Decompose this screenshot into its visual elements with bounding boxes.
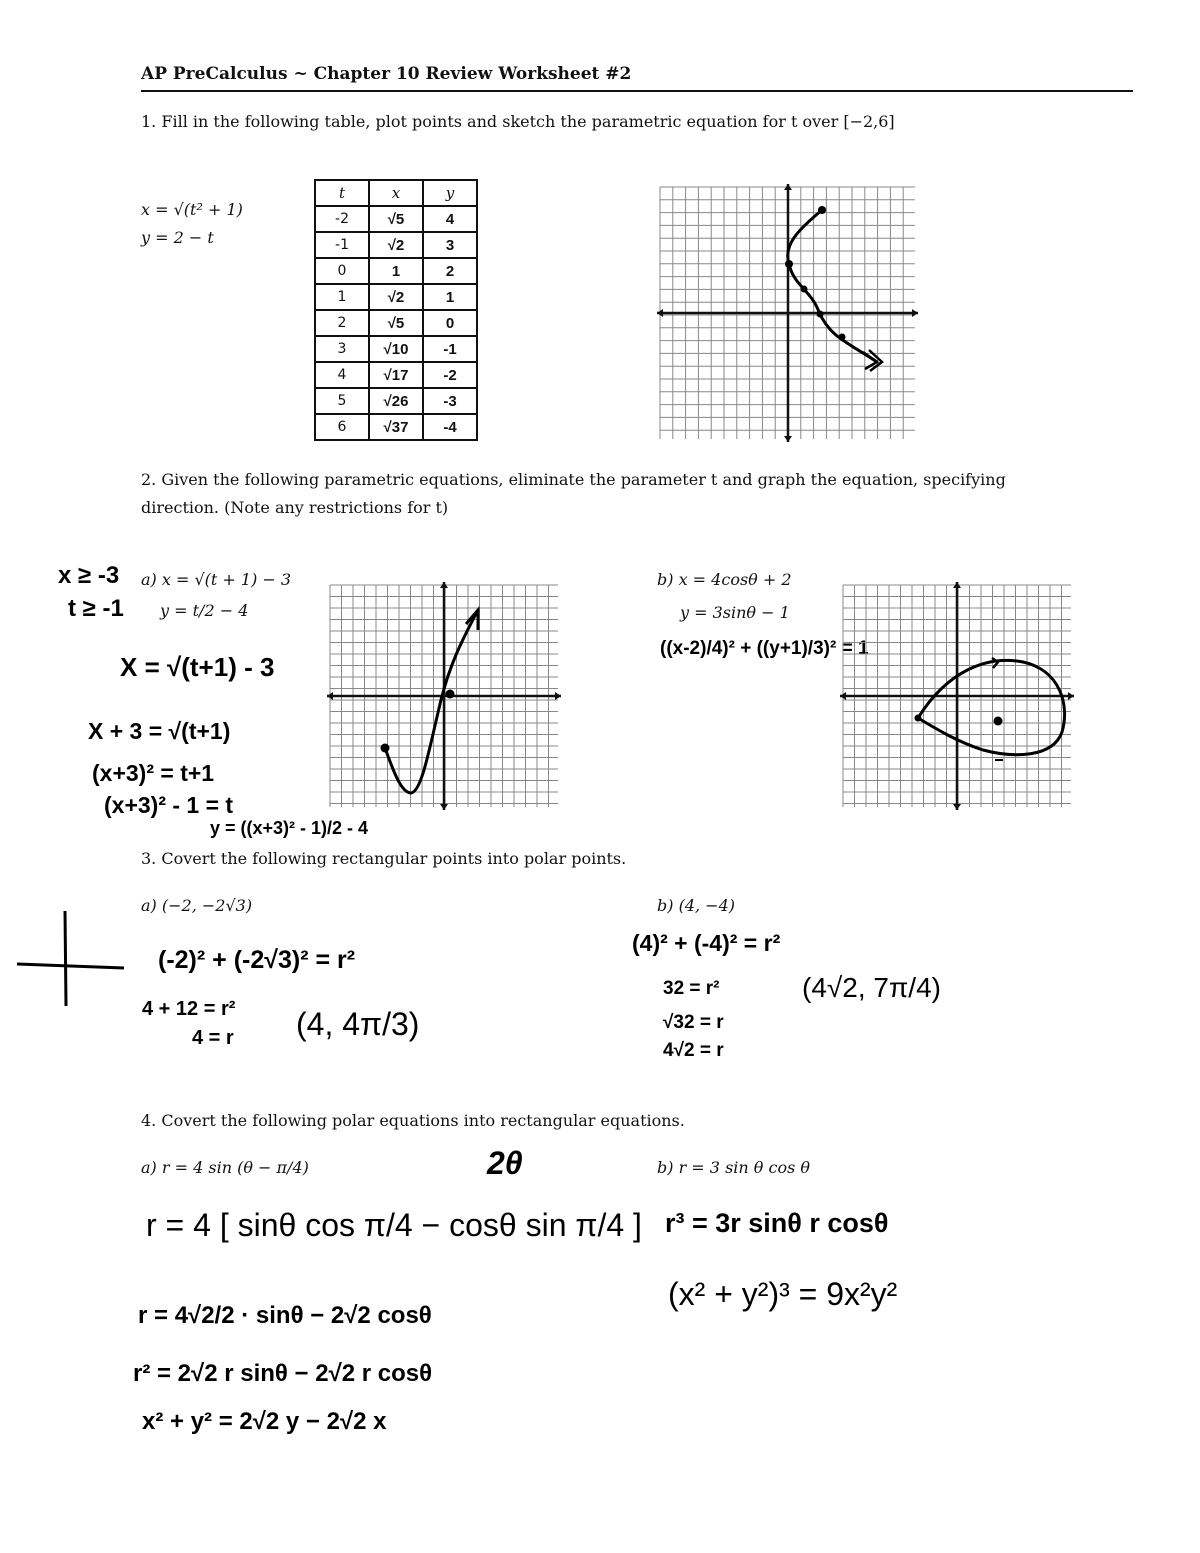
q2a-work-step: (x+3)² - 1 = t xyxy=(104,792,234,818)
table-cell-y: -3 xyxy=(423,388,477,414)
axis-arrow-icon xyxy=(784,436,792,442)
q4a-work-step: r = 4√2/2 · sinθ − 2√2 cosθ xyxy=(138,1302,432,1329)
q3a-work-step: (-2)² + (-2√3)² = r² xyxy=(158,946,356,974)
table-row xyxy=(315,362,477,388)
table-cell-x: 1 xyxy=(369,258,423,284)
q3a-sketch-axes xyxy=(12,906,132,1016)
q1-value-table xyxy=(314,179,478,441)
table-cell-x: √5 xyxy=(369,310,423,336)
q2a-graph xyxy=(325,580,563,812)
q3a-work-step: 4 = r xyxy=(192,1027,234,1049)
table-cell-t: -1 xyxy=(315,232,369,258)
q2b-ellipse xyxy=(918,660,1065,754)
q4a-work-step: x² + y² = 2√2 y − 2√2 x xyxy=(142,1408,387,1435)
q2b-work: ((x-2)/4)² + ((y+1)/3)² = 1 xyxy=(660,638,869,659)
q2b-point xyxy=(915,715,922,722)
table-header-y: y xyxy=(423,180,477,206)
q3b-label: b) (4, −4) xyxy=(657,896,735,915)
q1-point xyxy=(839,334,846,341)
q4a-note: 2θ xyxy=(487,1145,523,1181)
q2-prompt-line2: direction. (Note any restrictions for t) xyxy=(141,498,449,517)
table-cell-t: -2 xyxy=(315,206,369,232)
q2a-work-final: y = ((x+3)² - 1)/2 - 4 xyxy=(210,818,369,838)
q2a-point xyxy=(446,690,455,699)
table-cell-y: -2 xyxy=(423,362,477,388)
table-cell-y: 3 xyxy=(423,232,477,258)
q3b-answer: (4√2, 7π/4) xyxy=(802,972,941,1003)
table-cell-y: -1 xyxy=(423,336,477,362)
q1-prompt: 1. Fill in the following table, plot points and sketch the parametric equation for t over [−2,6] xyxy=(141,112,895,131)
table-cell-t: 5 xyxy=(315,388,369,414)
table-cell-x: √10 xyxy=(369,336,423,362)
table-cell-x: √37 xyxy=(369,414,423,440)
table-cell-t: 3 xyxy=(315,336,369,362)
table-cell-t: 0 xyxy=(315,258,369,284)
q1-point xyxy=(818,206,826,214)
table-header-t: t xyxy=(315,180,369,206)
table-cell-x: √2 xyxy=(369,232,423,258)
q2b-equation-y: y = 3sinθ − 1 xyxy=(680,603,790,622)
q4b-label: b) r = 3 sin θ cos θ xyxy=(657,1158,811,1177)
q3a-answer: (4, 4π/3) xyxy=(296,1006,420,1042)
axis-arrow-icon xyxy=(555,692,561,700)
table-header-x: x xyxy=(369,180,423,206)
q2b-equation-x: b) x = 4cosθ + 2 xyxy=(657,570,792,589)
q2a-equation-y: y = t/2 − 4 xyxy=(160,601,249,620)
table-row xyxy=(315,258,477,284)
q2a-work-step: X + 3 = √(t+1) xyxy=(88,718,231,744)
q2a-start-point xyxy=(381,744,390,753)
q1-equation-y: y = 2 − t xyxy=(141,228,214,247)
table-cell-x: √5 xyxy=(369,206,423,232)
page-title: AP PreCalculus ~ Chapter 10 Review Worksheet #2 xyxy=(141,64,632,84)
q1-equation-x: x = √(t² + 1) xyxy=(141,200,243,219)
table-cell-y: 2 xyxy=(423,258,477,284)
q4b-work-step: r³ = 3r sinθ r cosθ xyxy=(665,1208,889,1238)
axis-arrow-icon xyxy=(912,309,918,317)
table-cell-x: √26 xyxy=(369,388,423,414)
table-row xyxy=(315,284,477,310)
axis-arrow-icon xyxy=(1068,692,1074,700)
q1-graph xyxy=(655,182,920,444)
axis-arrow-icon xyxy=(440,804,448,810)
q3b-work-step: (4)² + (-4)² = r² xyxy=(632,930,781,956)
q3-prompt: 3. Covert the following rectangular points into polar points. xyxy=(141,849,627,868)
q3a-label: a) (−2, −2√3) xyxy=(141,896,253,915)
q2a-work-restriction-x: x ≥ -3 xyxy=(58,562,120,589)
q2a-equation-x: a) x = √(t + 1) − 3 xyxy=(141,570,292,589)
table-row xyxy=(315,388,477,414)
q3b-work-step: 4√2 = r xyxy=(663,1040,724,1061)
q4-prompt: 4. Covert the following polar equations into rectangular equations. xyxy=(141,1111,685,1130)
axis-arrow-icon xyxy=(953,804,961,810)
table-cell-y: -4 xyxy=(423,414,477,440)
q2b-graph xyxy=(838,580,1076,812)
q2a-work-step: X = √(t+1) - 3 xyxy=(120,652,275,682)
q3a-work-step: 4 + 12 = r² xyxy=(142,998,236,1020)
table-row xyxy=(315,206,477,232)
q1-point xyxy=(785,260,793,268)
table-row xyxy=(315,336,477,362)
q2-prompt-line1: 2. Given the following parametric equations, eliminate the parameter t and graph the equation, specifying xyxy=(141,470,1006,489)
table-cell-y: 0 xyxy=(423,310,477,336)
q4a-work-step: r = 4 [ sinθ cos π/4 − cosθ sin π/4 ] xyxy=(146,1207,642,1243)
table-row xyxy=(315,310,477,336)
table-cell-t: 2 xyxy=(315,310,369,336)
table-cell-t: 6 xyxy=(315,414,369,440)
title-rule xyxy=(141,90,1133,92)
q1-point xyxy=(801,286,808,293)
table-cell-x: √17 xyxy=(369,362,423,388)
table-cell-y: 4 xyxy=(423,206,477,232)
q4a-label: a) r = 4 sin (θ − π/4) xyxy=(141,1158,309,1177)
table-cell-t: 1 xyxy=(315,284,369,310)
q3b-work-step: √32 = r xyxy=(663,1012,724,1033)
q4b-work-step: (x² + y²)³ = 9x²y² xyxy=(668,1276,898,1312)
table-cell-t: 4 xyxy=(315,362,369,388)
q2b-center-point xyxy=(994,717,1003,726)
q4a-work-step: r² = 2√2 r sinθ − 2√2 r cosθ xyxy=(133,1360,433,1387)
table-row xyxy=(315,232,477,258)
q2a-work-step: (x+3)² = t+1 xyxy=(92,760,215,786)
table-cell-y: 1 xyxy=(423,284,477,310)
table-row xyxy=(315,414,477,440)
table-cell-x: √2 xyxy=(369,284,423,310)
q1-point xyxy=(817,311,824,318)
q2a-work-restriction-t: t ≥ -1 xyxy=(68,595,124,622)
q3b-work-step: 32 = r² xyxy=(663,978,720,999)
